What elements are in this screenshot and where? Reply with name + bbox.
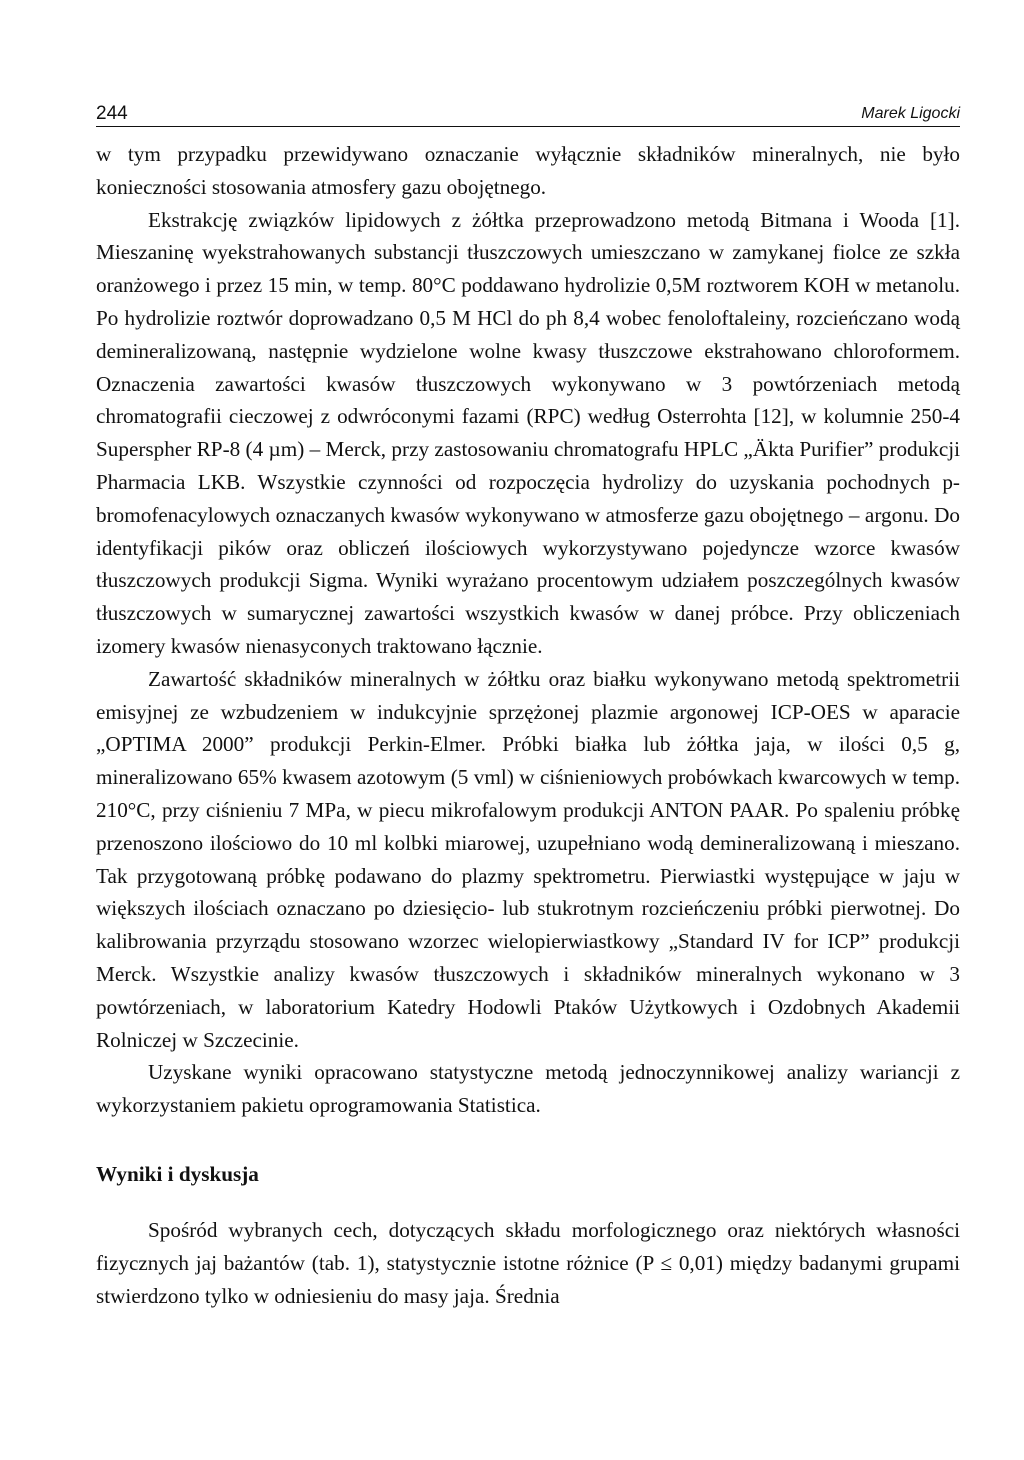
paragraph-statistics: Uzyskane wyniki opracowano statystyczne metodą jednoczynnikowej analizy wariancji z wykorzystaniem pakietu oprogramowania Statistica. <box>96 1060 960 1118</box>
paragraph-results: Spośród wybranych cech, dotyczących składu morfologicznego oraz niektórych własności fizycznych jaj bażantów (tab. 1), statystycznie istotne różnice (P ≤ 0,01) między badanymi grupami stwierdzono tylko w odniesieniu do masy jaja. Średnia <box>96 1217 960 1308</box>
running-head-author: Marek Ligocki <box>861 105 960 122</box>
page-number: 244 <box>96 103 128 124</box>
paragraph-continuation: w tym przypadku przewidywano oznaczanie wyłącznie składników mineralnych, nie było konieczności stosowania atmosfery gazu obojętnego. <box>96 142 960 199</box>
section-heading-results: Wyniki i dyskusja <box>96 1161 259 1186</box>
document-page <box>96 98 960 1312</box>
paragraph-lipid-extraction: Ekstrakcję związków lipidowych z żółtka przeprowadzono metodą Bitmana i Wooda [1]. Mieszaninę wyekstrahowanych substancji tłuszczowych umieszczano w zamykanej fiolce ze szkła oranżowego i przez 15 min, w temp. 80°C poddawano hydrolizie 0,5M roztworem KOH w metanolu. Po hydrolizie roztwór doprowadzano 0,5 M HCl do ph 8,4 wobec fenoloftaleiny, rozcieńczano wodą demineralizowaną, następnie wydzielone wolne kwasy tłuszczowe ekstrahowano chloroformem. Oznaczenia zawartości kwasów tłuszczowych wykonywano w 3 powtórzeniach metodą chromatografii cieczowej z odwróconymi fazami (RPC) według Osterrohta [12], w kolumnie 250-4 Superspher RP-8 (4 µm) – Merck, przy zastosowaniu chromatografu HPLC „Äkta Purifier” produkcji Pharmacia LKB. Wszystkie czynności od rozpoczęcia hydrolizy do uzyskania pochodnych p-bromofenacylowych oznaczanych kwasów wykonywano w atmosferze gazu obojętnego – argonu. Do identyfikacji pików oraz obliczeń ilościowych wykorzystywano pojedyncze wzorce kwasów tłuszczowych produkcji Sigma. Wyniki wyrażano procentowym udziałem poszczególnych kwasów tłuszczowych w sumarycznej zawartości wszystkich kwasów w danej próbce. Przy obliczeniach izomery kwasów nienasyconych traktowano łącznie. <box>96 207 960 658</box>
running-head <box>96 98 960 127</box>
paragraph-mineral-analysis: Zawartość składników mineralnych w żółtku oraz białku wykonywano metodą spektrometrii emisyjnej ze wzbudzeniem w indukcyjnie sprzężonej plazmie argonowej ICP-OES w aparacie „OPTIMA 2000” produkcji Perkin-Elmer. Próbki białka lub żółtka jaja, w ilości 0,5 g, mineralizowano 65% kwasem azotowym (5 vml) w ciśnieniowych probówkach kwarcowych w temp. 210°C, przy ciśnieniu 7 MPa, w piecu mikrofalowym produkcji ANTON PAAR. Po spaleniu próbkę przenoszono ilościowo do 10 ml kolbki miarowej, uzupełniano wodą demineralizowaną i mieszano. Tak przygotowaną próbkę podawano do plazmy spektrometru. Pierwiastki występujące w jaju w większych ilościach oznaczano po dziesięcio- lub stukrotnym rozcieńczeniu próbki pierwotnej. Do kalibrowania przyrządu stosowano wzorzec wielopierwiastkowy „Standard IV for ICP” produkcji Merck. Wszystkie analizy kwasów tłuszczowych i składników mineralnych wykonano w 3 powtórzeniach, w laboratorium Katedry Hodowli Ptaków Użytkowych i Ozdobnych Akademii Rolniczej w Szczecinie. <box>96 666 960 1052</box>
body-text <box>96 138 960 1312</box>
